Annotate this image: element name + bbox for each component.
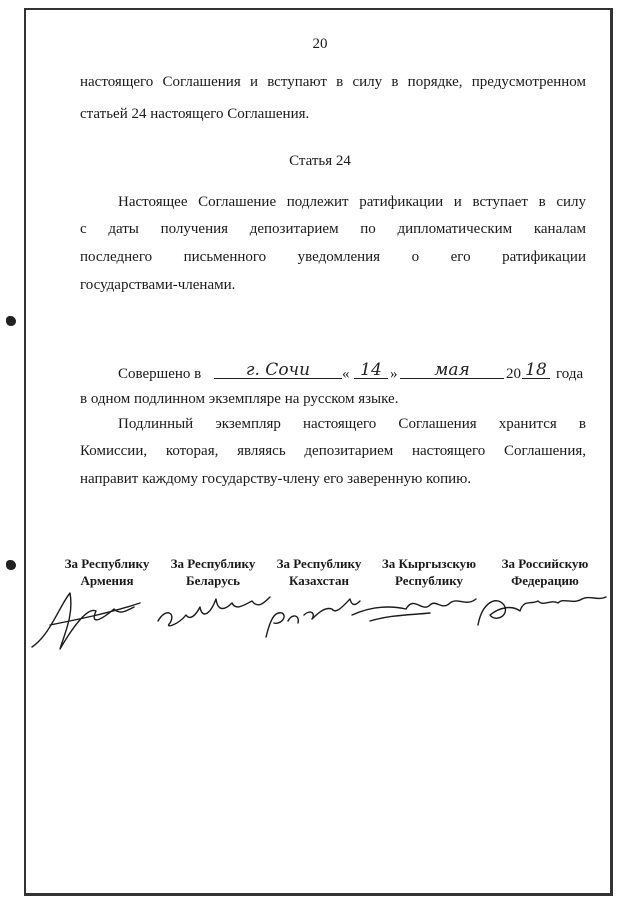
month-handwritten: мая — [434, 360, 470, 380]
signature-kyrgyzstan — [352, 599, 476, 621]
body-line: статьей 24 настоящего Соглашения. — [80, 106, 310, 122]
signatures-area — [30, 585, 610, 665]
place-handwritten: г. Сочи — [245, 360, 311, 380]
year-handwritten: 18 — [525, 360, 547, 380]
body-line: Подлинный экземпляр настоящего Соглашения хранится в — [118, 416, 586, 432]
year-prefix: 20 — [506, 366, 521, 382]
binding-hole-mark — [6, 316, 16, 326]
body-line: с даты получения депозитарием по дипломатическим каналам — [80, 221, 586, 237]
body-line: последнего письменного уведомления о его ратификации — [80, 249, 586, 265]
signatory-kyrgyzstan — [374, 555, 484, 589]
signature-armenia — [32, 593, 140, 649]
body-line: государствами-членами. — [80, 277, 236, 293]
signatory-line: Армения — [80, 573, 134, 588]
signature-russia — [478, 597, 606, 625]
binding-hole-mark — [6, 560, 16, 570]
signatory-line: За Республику — [276, 556, 362, 571]
day-open-quote: « — [342, 366, 350, 382]
day-handwritten: 14 — [360, 360, 382, 380]
signature-belarus — [158, 597, 270, 626]
body-line: Настоящее Соглашение подлежит ратификации и вступает в силу — [118, 194, 586, 210]
signatory-line: За Кыргызскую — [381, 556, 477, 571]
signatory-line: За Республику — [170, 556, 256, 571]
signatory-russia — [490, 555, 600, 589]
done-at-suffix: года — [556, 366, 584, 382]
signatory-line: Республику — [394, 573, 464, 588]
day-close-quote: » — [390, 366, 398, 382]
signatory-line: За Республику — [64, 556, 150, 571]
month-field — [400, 360, 504, 379]
body-line: Комиссии, которая, являясь депозитарием настоящего Соглашения, — [80, 443, 586, 459]
done-at-line — [118, 360, 588, 384]
place-field — [214, 360, 342, 379]
signatory-line: Федерацию — [511, 573, 579, 588]
done-at-prefix: Совершено в — [118, 366, 202, 382]
body-line: направит каждому государству-члену его заверенную копию. — [80, 471, 472, 487]
signatory-line: Беларусь — [186, 573, 240, 588]
signatory-line: За Российскую — [501, 556, 589, 571]
day-field — [354, 360, 388, 379]
signatory-kazakhstan — [264, 555, 374, 589]
signatory-line: Казахстан — [289, 573, 349, 588]
signature-kazakhstan — [266, 599, 360, 637]
year-field — [522, 360, 550, 379]
body-line: настоящего Соглашения и вступают в силу в порядке, предусмотренном — [80, 74, 586, 90]
signatory-belarus — [158, 555, 268, 589]
body-line: в одном подлинном экземпляре на русском языке. — [80, 391, 399, 407]
article-heading: Статья 24 — [289, 153, 351, 169]
page-number: 20 — [312, 36, 328, 52]
signatory-armenia — [52, 555, 162, 589]
